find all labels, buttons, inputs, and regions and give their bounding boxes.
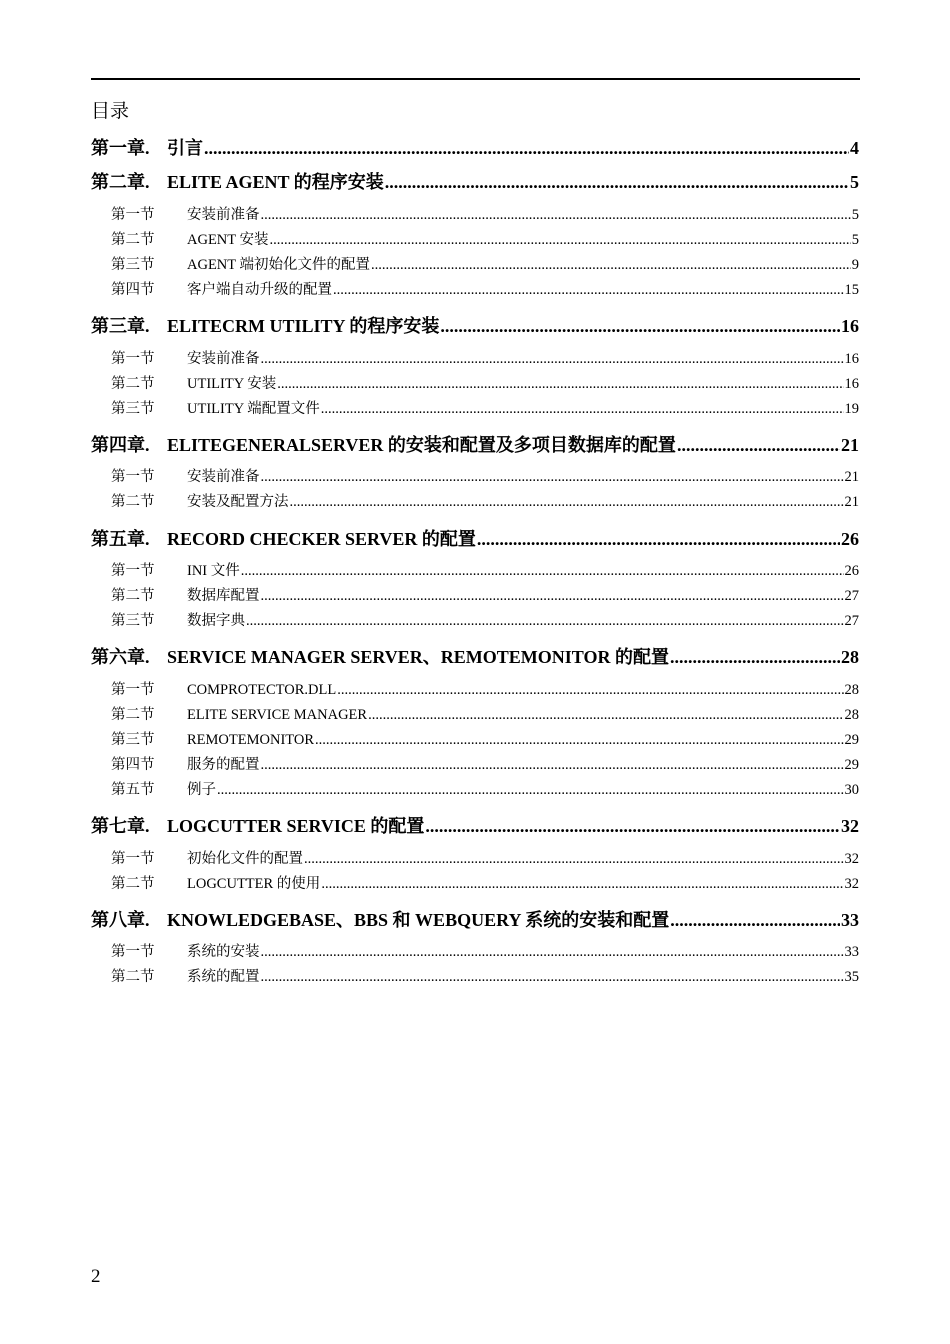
dot-leader [290, 492, 844, 512]
chapter-page-number: 28 [841, 647, 859, 667]
section-title: 数据字典 [187, 613, 245, 629]
section-page-number: 5 [851, 232, 859, 248]
toc-section-entry[interactable] [91, 755, 859, 775]
chapter-page-number: 32 [841, 816, 859, 836]
section-number: 第二节 [111, 376, 155, 392]
toc-section-entry[interactable] [91, 586, 859, 606]
header-rule [91, 78, 860, 80]
dot-leader [337, 680, 843, 700]
section-title: 客户端自动升级的配置 [187, 282, 332, 298]
dot-leader [204, 136, 849, 160]
section-title: INI 文件 [187, 563, 240, 579]
dot-leader [217, 780, 844, 800]
toc-chapter-entry[interactable] [91, 433, 859, 457]
toc-section-entry[interactable] [91, 374, 859, 394]
section-title: ELITE SERVICE MANAGER [187, 707, 368, 723]
toc-title: 目录 [91, 101, 130, 122]
dot-leader [321, 399, 844, 419]
toc-section-entry[interactable] [91, 349, 859, 369]
section-page-number: 29 [844, 732, 859, 748]
section-title: AGENT 端初始化文件的配置 [187, 257, 370, 273]
section-page-number: 9 [851, 257, 859, 273]
section-title: 系统的配置 [187, 969, 260, 985]
section-page-number: 26 [844, 563, 859, 579]
toc-section-entry[interactable] [91, 611, 859, 631]
section-page-number: 16 [844, 351, 859, 367]
section-number: 第二节 [111, 494, 155, 510]
section-title: 初始化文件的配置 [187, 851, 303, 867]
section-title: 安装前准备 [187, 207, 260, 223]
section-title: UTILITY 端配置文件 [187, 401, 320, 417]
chapter-number: 第八章. [91, 910, 150, 930]
section-title: UTILITY 安装 [187, 376, 277, 392]
section-page-number: 30 [844, 782, 859, 798]
toc-section-entry[interactable] [91, 967, 859, 987]
toc-section-entry[interactable] [91, 849, 859, 869]
toc-section-entry[interactable] [91, 780, 859, 800]
toc-section-entry[interactable] [91, 705, 859, 725]
chapter-page-number: 21 [841, 435, 859, 455]
dot-leader [440, 314, 840, 338]
dot-leader [261, 586, 844, 606]
section-number: 第一节 [111, 682, 155, 698]
toc-section-entry[interactable] [91, 730, 859, 750]
chapter-title: RECORD CHECKER SERVER 的配置 [167, 529, 476, 549]
toc-chapter-entry[interactable] [91, 170, 859, 194]
chapter-page-number: 33 [841, 910, 859, 930]
toc-section-entry[interactable] [91, 205, 859, 225]
toc-chapter-entry[interactable] [91, 136, 859, 160]
toc-chapter-entry[interactable] [91, 314, 859, 338]
chapter-number: 第三章. [91, 316, 150, 336]
toc-section-entry[interactable] [91, 399, 859, 419]
section-number: 第四节 [111, 757, 155, 773]
section-number: 第三节 [111, 613, 155, 629]
dot-leader [371, 255, 851, 275]
section-number: 第一节 [111, 351, 155, 367]
dot-leader [477, 527, 840, 551]
toc-section-entry[interactable] [91, 280, 859, 300]
chapter-title: KNOWLEDGEBASE、BBS 和 WEBQUERY 系统的安装和配置 [167, 910, 670, 930]
chapter-number: 第五章. [91, 529, 150, 549]
dot-leader [261, 349, 844, 369]
section-title: 例子 [187, 782, 216, 798]
section-page-number: 28 [844, 682, 859, 698]
chapter-number: 第二章. [91, 172, 150, 192]
section-page-number: 27 [844, 613, 859, 629]
chapter-title: LOGCUTTER SERVICE 的配置 [167, 816, 425, 836]
chapter-page-number: 26 [841, 529, 859, 549]
toc-section-entry[interactable] [91, 492, 859, 512]
section-number: 第一节 [111, 563, 155, 579]
toc-chapter-entry[interactable] [91, 814, 859, 838]
section-title: 安装前准备 [187, 469, 260, 485]
section-title: 安装及配置方法 [187, 494, 289, 510]
toc-section-entry[interactable] [91, 680, 859, 700]
section-number: 第一节 [111, 851, 155, 867]
chapter-title: ELITECRM UTILITY 的程序安装 [167, 316, 440, 336]
toc-section-entry[interactable] [91, 561, 859, 581]
chapter-page-number: 5 [850, 172, 859, 192]
section-title: 数据库配置 [187, 588, 260, 604]
section-page-number: 5 [851, 207, 859, 223]
section-number: 第四节 [111, 282, 155, 298]
section-page-number: 16 [844, 376, 859, 392]
chapter-page-number: 16 [841, 316, 859, 336]
section-number: 第三节 [111, 257, 155, 273]
section-page-number: 32 [844, 876, 859, 892]
dot-leader [368, 705, 843, 725]
section-page-number: 33 [844, 944, 859, 960]
toc-section-entry[interactable] [91, 874, 859, 894]
dot-leader [304, 849, 844, 869]
section-page-number: 35 [844, 969, 859, 985]
section-number: 第一节 [111, 944, 155, 960]
toc-chapter-entry[interactable] [91, 908, 859, 932]
section-page-number: 21 [844, 469, 859, 485]
section-page-number: 15 [844, 282, 859, 298]
section-title: 系统的安装 [187, 944, 260, 960]
section-number: 第一节 [111, 207, 155, 223]
page-number: 2 [91, 1266, 101, 1287]
dot-leader [261, 467, 844, 487]
dot-leader [261, 205, 851, 225]
chapter-page-number: 4 [850, 138, 859, 158]
section-page-number: 32 [844, 851, 859, 867]
dot-leader [315, 730, 843, 750]
section-title: COMPROTECTOR.DLL [187, 682, 337, 698]
chapter-number: 第七章. [91, 816, 150, 836]
section-title: LOGCUTTER 的使用 [187, 876, 321, 892]
dot-leader [270, 230, 851, 250]
chapter-title: SERVICE MANAGER SERVER、REMOTEMONITOR 的配置 [167, 647, 669, 667]
dot-leader [677, 433, 840, 457]
toc-section-entry[interactable] [91, 230, 859, 250]
dot-leader [246, 611, 844, 631]
section-number: 第五节 [111, 782, 155, 798]
chapter-number: 第一章. [91, 138, 150, 158]
toc-section-entry[interactable] [91, 942, 859, 962]
dot-leader [333, 280, 844, 300]
section-title: 服务的配置 [187, 757, 260, 773]
chapter-title: ELITE AGENT 的程序安装 [167, 172, 384, 192]
section-number: 第二节 [111, 232, 155, 248]
dot-leader [425, 814, 840, 838]
section-number: 第三节 [111, 401, 155, 417]
dot-leader [241, 561, 844, 581]
chapter-number: 第四章. [91, 435, 150, 455]
toc-section-entry[interactable] [91, 467, 859, 487]
toc-chapter-entry[interactable] [91, 527, 859, 551]
section-page-number: 19 [844, 401, 859, 417]
section-number: 第二节 [111, 969, 155, 985]
dot-leader [261, 942, 844, 962]
section-title: 安装前准备 [187, 351, 260, 367]
section-title: AGENT 安装 [187, 232, 269, 248]
section-title: REMOTEMONITOR [187, 732, 315, 748]
chapter-title: 引言 [167, 138, 203, 158]
section-number: 第二节 [111, 588, 155, 604]
section-page-number: 21 [844, 494, 859, 510]
section-page-number: 29 [844, 757, 859, 773]
section-page-number: 27 [844, 588, 859, 604]
toc-section-entry[interactable] [91, 255, 859, 275]
section-number: 第二节 [111, 876, 155, 892]
dot-leader [261, 967, 844, 987]
dot-leader [261, 755, 844, 775]
section-number: 第三节 [111, 732, 155, 748]
chapter-number: 第六章. [91, 647, 150, 667]
dot-leader [277, 374, 843, 394]
dot-leader [670, 908, 840, 932]
dot-leader [670, 645, 840, 669]
section-page-number: 28 [844, 707, 859, 723]
dot-leader [321, 874, 843, 894]
section-number: 第一节 [111, 469, 155, 485]
section-number: 第二节 [111, 707, 155, 723]
toc-chapter-entry[interactable] [91, 645, 859, 669]
chapter-title: ELITEGENERALSERVER 的安装和配置及多项目数据库的配置 [167, 435, 676, 455]
dot-leader [385, 170, 849, 194]
